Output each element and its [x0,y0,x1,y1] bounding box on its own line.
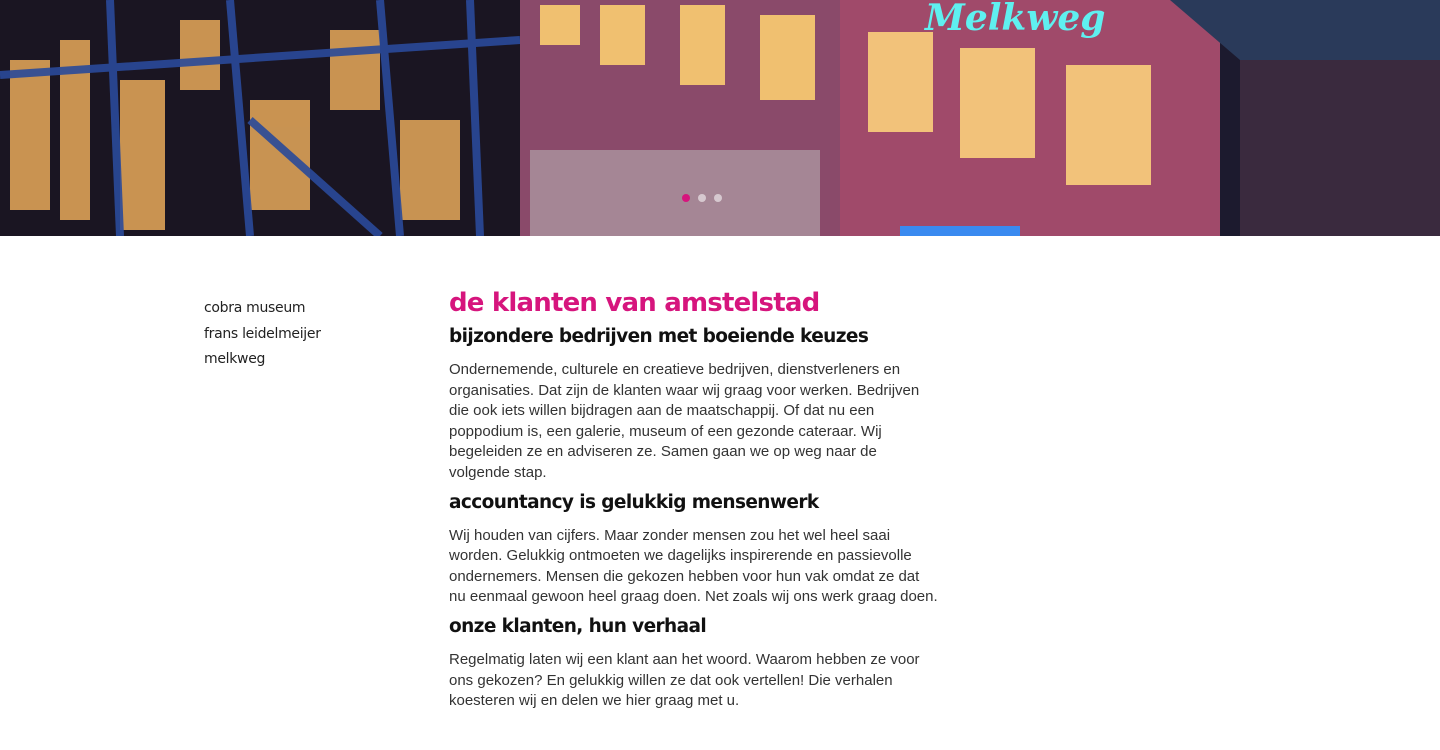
page-title: de klanten van amstelstad [449,288,820,318]
section-body: Regelmatig laten wij een klant aan het woord. Waarom hebben ze voor ons gekozen? En gelukkig willen ze dat ook vertellen! Die verhalen koesteren wij en delen we hier graag met u. [449,650,920,710]
section-heading: accountancy is gelukkig mensenwerk [449,491,819,513]
sidebar-item-frans-leidelmeijer[interactable]: frans leidelmeijer [204,325,321,342]
section-heading: bijzondere bedrijven met boeiende keuzes [449,326,869,347]
sidebar-item-cobra-museum[interactable]: cobra museum [204,300,306,316]
section-body: Ondernemende, culturele en creatieve bedrijven, dienstverleners en organisaties. Dat zijn de klanten waar wij graag voor werken. Bedrijven die ook iets willen bijdragen aan de maatschappij. Of dat nu een poppodium is, een galerie, museum of een gezonde cateraar. Wij begeleiden ze en adviseren ze. Samen gaan we op weg naar de volgende stap. [449,361,920,481]
slider-dot-2[interactable] [698,194,706,202]
section-body: Wij houden van cijfers. Maar zonder mensen zou het wel heel saai worden. Gelukkig ontmoeten we dagelijks inspirerende en passievolle ondernemers. Mensen die gekozen hebben voor hun vak omdat ze dat nu eenmaal gewoon heel graag doen. Net zoals wij ons werk graag doen. [449,526,938,606]
melkweg-neon-sign: Melkweg [925,0,1106,39]
client-sidebar-nav [204,296,404,373]
slider-dot-3[interactable] [714,194,722,202]
sidebar-item-melkweg[interactable]: melkweg [204,351,266,367]
slider-dots [682,194,722,202]
hero-banner [0,0,1440,236]
slider-dot-1[interactable] [682,194,690,202]
main-content [449,286,939,718]
section-heading: onze klanten, hun verhaal [449,615,707,637]
